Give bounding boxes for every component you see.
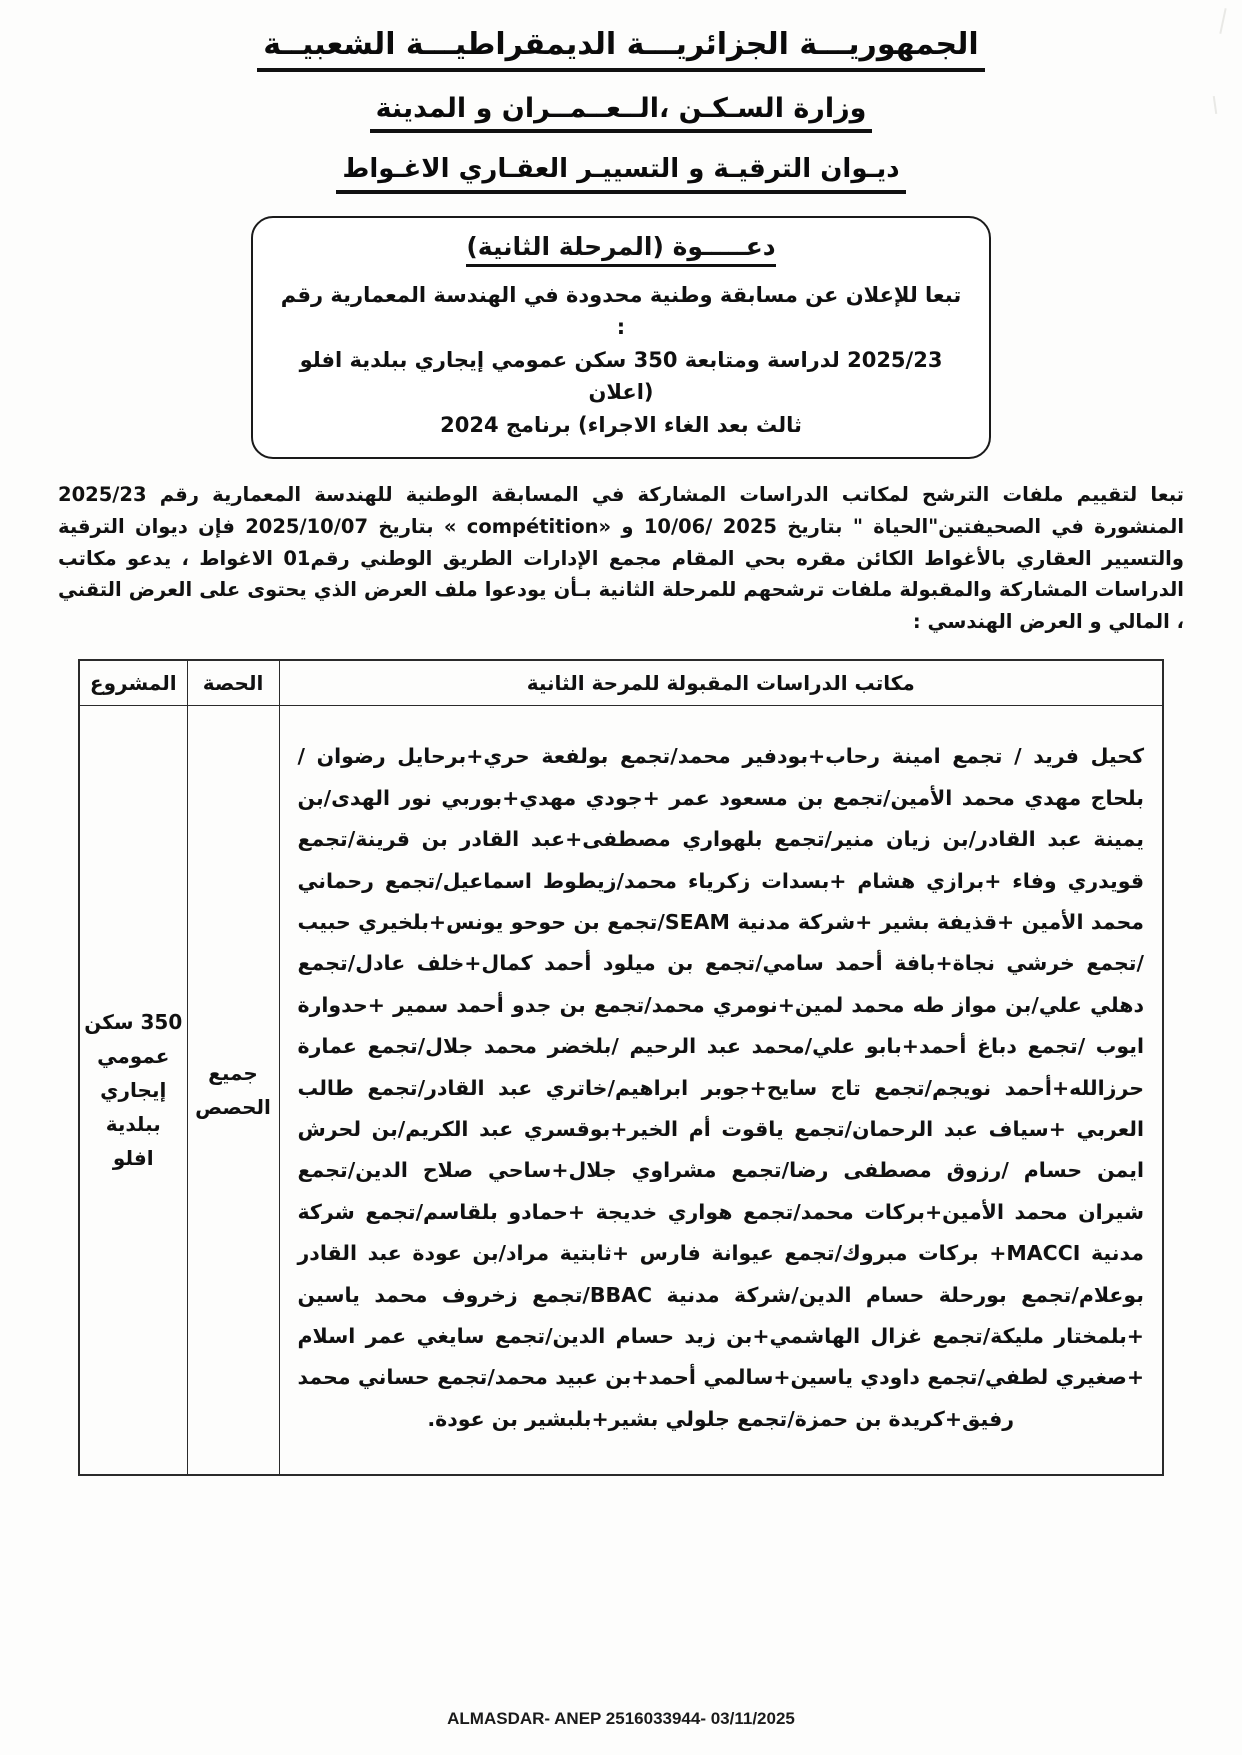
footer-reference: ALMASDAR- ANEP 2516033944- 03/11/2025 bbox=[447, 1709, 795, 1728]
agency-title: ديـوان الترقيـة و التسييـر العقـاري الاغـواط bbox=[336, 153, 905, 194]
document-header bbox=[0, 0, 1242, 210]
announcement-title-box bbox=[251, 216, 991, 460]
column-header-project: المشروع bbox=[79, 660, 187, 706]
cell-offices: كحيل فريد / تجمع امينة رحاب+بودفير محمد/تجمع بولفعة حري+برحايل رضوان /بلحاج مهدي محمد الأمين/تجمع بن مسعود عمر +جودي مهدي+بوربي نور الهدى/بن يمينة عبد القادر/بن زيان منير/تجمع بلهواري مصطفى+عبد القادر بن قرينة/تجمع قويدري وفاء +برازي هشام +بسدات زكرياء محمد/زيطوط اسماعيل/تجمع رحماني محمد الأمين +قذيفة بشير +شركة مدنية SEAM/تجمع بن حوحو يونس+بلخيري حبيب /تجمع خرشي نجاة+بافة أحمد سامي/تجمع بن ميلود أحمد كمال+خلف عادل/تجمع دهلي علي/بن مواز طه محمد لمين+نومري محمد/تجمع بن جدو أحمد سمير +حدوارة ايوب /تجمع دباغ أحمد+بابو علي/محمد عبد الرحيم /بلخضر محمد جلال/تجمع عمارة حرزالله+أحمد نويجم/تجمع تاج سايح+جوبر ابراهيم/خاتري عبد القادر/تجمع طالب العربي +سياف عبد الرحمان/تجمع ياقوت أم الخير+بوقسري عبد الكريم/بن لحرش ايمن حسام /رزوق مصطفى رضا/تجمع مشراوي جلال+ساحي صلاح الدين/تجمع شيران محمد الأمين+بركات محمد/تجمع هواري خديجة +حمادو بلقاسم/تجمع شركة مدنية MACCI+ بركات مبروك/تجمع عيوانة فارس +ثابتية مراد/بن عودة عبد القادر بوعلام/تجمع بورحلة حسام الدين/شركة مدنية BBAC/تجمع زخروف محمد ياسين +بلمختار مليكة/تجمع غزال الهاشمي+بن زيد حسام الدين/تجمع سايغي عمر اسلام +صغيري لطفي/تجمع داودي ياسين+سالمي أحمد+بن عبيد محمد/تجمع حساني محمد رفيق+كريدة بن حمزة/تجمع جلولي بشير+بلبشير بن عودة. bbox=[279, 706, 1163, 1475]
column-header-lot: الحصة bbox=[187, 660, 279, 706]
table-header-row bbox=[79, 660, 1163, 706]
column-header-offices: مكاتب الدراسات المقبولة للمرحة الثانية bbox=[279, 660, 1163, 706]
offices-table bbox=[78, 659, 1164, 1476]
call-body bbox=[275, 279, 967, 442]
republic-title: الجمهوريـــة الجزائريـــة الديمقراطيـــة الشعبيــة bbox=[257, 26, 984, 72]
call-label: دعـــــوة (المرحلة الثانية) bbox=[466, 232, 775, 267]
call-body-line-2: 2025/23 لدراسة ومتابعة 350 سكن عمومي إيجاري ببلدية افلو (اعلان bbox=[299, 347, 943, 405]
call-body-line-1: تبعا للإعلان عن مسابقة وطنية محدودة في الهندسة المعمارية رقم : bbox=[280, 282, 962, 340]
table-row bbox=[79, 706, 1163, 1475]
call-body-line-3: ثالث بعد الغاء الاجراء) برنامج 2024 bbox=[440, 412, 802, 437]
cell-project: 350 سكن عمومي إيجاري ببلدية افلو bbox=[79, 706, 187, 1475]
ministry-title: وزارة السـكـن ،الــعــمــران و المدينة bbox=[370, 92, 873, 134]
cell-lot: جميع الحصص bbox=[187, 706, 279, 1475]
intro-paragraph: تبعا لتقييم ملفات الترشح لمكاتب الدراسات المشاركة في المسابقة الوطنية للهندسة المعمارية رقم 2025/23 المنشورة في الصحيفتين"الحياة " بتاريخ 2025 /10/06 و «compétition » بتاريخ 2025/10/07 فإن ديوان الترقية والتسيير العقاري بالأغواط الكائن مقره بحي المقام مجمع الإدارات الطريق الوطني رقم01 الاغواط ، يدعو مكاتب الدراسات المشاركة والمقبولة ملفات ترشحهم للمرحلة الثانية بـأن يودعوا ملف العرض الذي يحتوى على العرض التقني ، المالي و العرض الهندسي : bbox=[58, 483, 1185, 633]
offices-table-wrapper bbox=[78, 659, 1164, 1476]
